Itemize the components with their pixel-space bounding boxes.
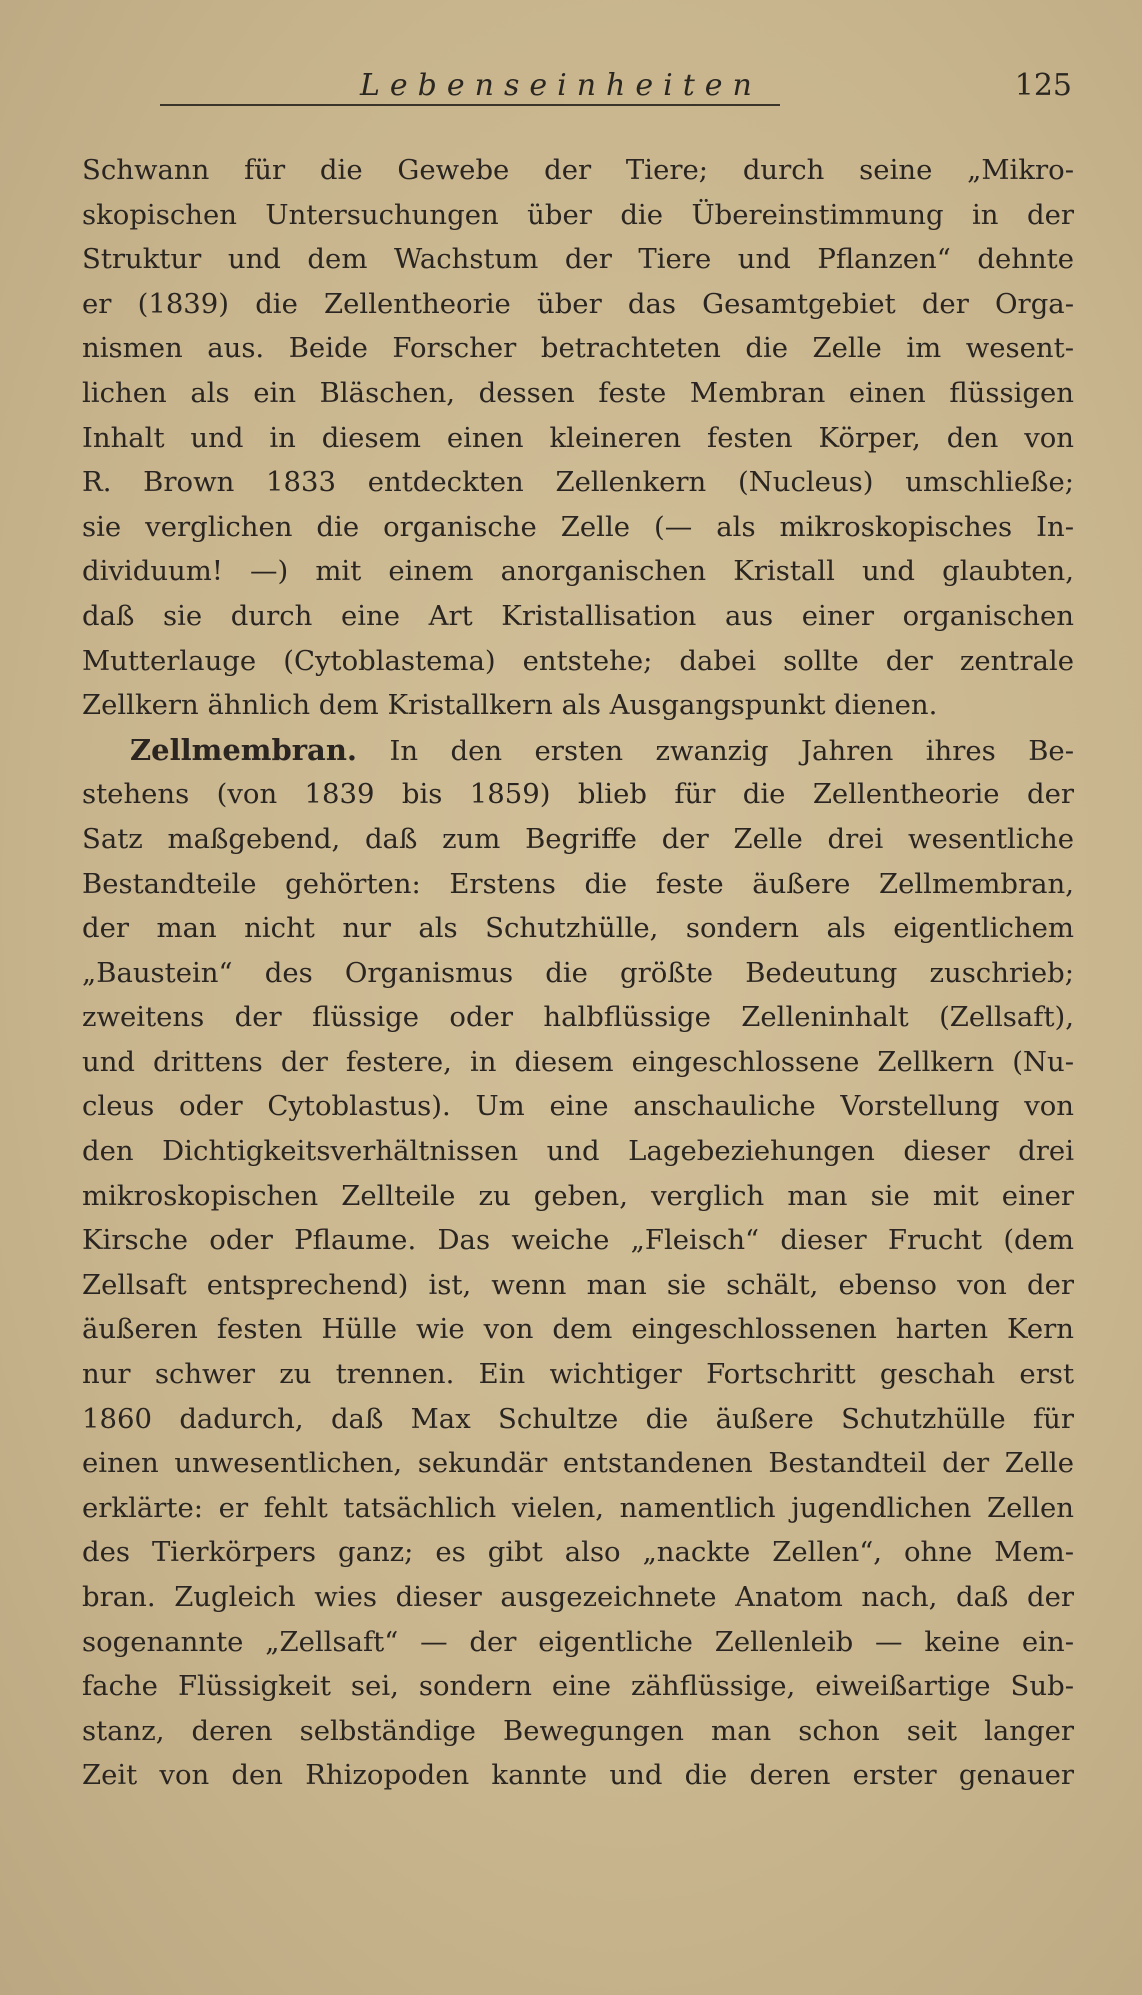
- text-line: zweitens der flüssige oder halbflüssige Zelleninhalt (Zellsaft),: [82, 1001, 1074, 1034]
- section-heading: Zellmembran.: [130, 732, 358, 767]
- text-line: des Tierkörpers ganz; es gibt also „nackte Zellen“, ohne Mem-: [82, 1536, 1074, 1569]
- heading-line-rest: In den ersten zwanzig Jahren ihres Be-: [389, 734, 1074, 767]
- text-line: Inhalt und in diesem einen kleineren festen Körper, den von: [82, 421, 1074, 454]
- text-line: R. Brown 1833 entdeckten Zellenkern (Nucleus) umschließe;: [82, 466, 1074, 499]
- text-line: erklärte: er fehlt tatsächlich vielen, namentlich jugendlichen Zellen: [82, 1491, 1074, 1524]
- text-line: Schwann für die Gewebe der Tiere; durch seine „Mikro-: [82, 154, 1074, 186]
- text-line: Struktur und dem Wachstum der Tiere und Pflanzen“ dehnte: [82, 243, 1074, 276]
- text-line: nismen aus. Beide Forscher betrachteten die Zelle im wesent-: [82, 332, 1074, 365]
- text-line: mikroskopischen Zellteile zu geben, verglich man sie mit einer: [82, 1179, 1074, 1212]
- paragraph-1: [82, 148, 1074, 728]
- text-line: 1860 dadurch, daß Max Schultze die äußere Schutzhülle für: [82, 1402, 1074, 1435]
- text-line: fache Flüssigkeit sei, sondern eine zähflüssige, eiweißartige Sub-: [82, 1670, 1074, 1703]
- text-line: Zellkern ähnlich dem Kristallkern als Ausgangspunkt dienen.: [82, 689, 938, 722]
- text-line: Mutterlauge (Cytoblastema) entstehe; dabei sollte der zentrale: [82, 644, 1074, 677]
- text-line: der man nicht nur als Schutzhülle, sondern als eigentlichem: [82, 912, 1074, 945]
- body-text: [82, 148, 1074, 1798]
- text-line: Zellsaft entsprechend) ist, wenn man sie schält, ebenso von der: [82, 1268, 1074, 1301]
- text-line: daß sie durch eine Art Kristallisation aus einer organischen: [82, 599, 1074, 632]
- text-line: sie verglichen die organische Zelle (— als mikroskopisches In-: [82, 510, 1074, 543]
- text-line: Zeit von den Rhizopoden kannte und die deren erster genauer: [82, 1759, 1074, 1792]
- text-line: Bestandteile gehörten: Erstens die feste äußere Zellmembran,: [82, 867, 1074, 900]
- text-line: cleus oder Cytoblastus). Um eine anschauliche Vorstellung von: [82, 1090, 1074, 1123]
- text-line: dividuum! —) mit einem anorganischen Kristall und glaubten,: [82, 555, 1074, 588]
- text-line: stanz, deren selbständige Bewegungen man schon seit langer: [82, 1714, 1074, 1747]
- text-line: äußeren festen Hülle wie von dem eingeschlossenen harten Kern: [82, 1313, 1074, 1346]
- text-line: „Baustein“ des Organismus die größte Bedeutung zuschrieb;: [82, 956, 1074, 989]
- text-line: stehens (von 1839 bis 1859) blieb für die Zellentheorie der: [82, 778, 1074, 811]
- paragraph-2: [82, 728, 1074, 1798]
- text-line: nur schwer zu trennen. Ein wichtiger Fortschritt geschah erst: [82, 1358, 1074, 1391]
- text-line: und drittens der festere, in diesem eingeschlossene Zellkern (Nu-: [82, 1045, 1074, 1078]
- text-line: Satz maßgebend, daß zum Begriffe der Zelle drei wesentliche: [82, 822, 1074, 855]
- text-line: lichen als ein Bläschen, dessen feste Membran einen flüssigen: [82, 376, 1074, 409]
- text-line: skopischen Untersuchungen über die Übereinstimmung in der: [82, 198, 1074, 231]
- header-rule: [160, 104, 780, 106]
- text-line: sogenannte „Zellsaft“ — der eigentliche Zellenleib — keine ein-: [82, 1625, 1074, 1658]
- page-number: 125: [1014, 68, 1072, 103]
- text-line-with-heading: [82, 728, 1074, 773]
- text-line: Kirsche oder Pflaume. Das weiche „Fleisch“ dieser Frucht (dem: [82, 1224, 1074, 1257]
- running-head: Lebenseinheiten: [360, 68, 762, 103]
- text-line: er (1839) die Zellentheorie über das Gesamtgebiet der Orga-: [82, 287, 1074, 320]
- text-line: bran. Zugleich wies dieser ausgezeichnete Anatom nach, daß der: [82, 1581, 1074, 1613]
- text-line: den Dichtigkeitsverhältnissen und Lagebeziehungen dieser drei: [82, 1135, 1074, 1168]
- text-line: einen unwesentlichen, sekundär entstandenen Bestandteil der Zelle: [82, 1447, 1074, 1480]
